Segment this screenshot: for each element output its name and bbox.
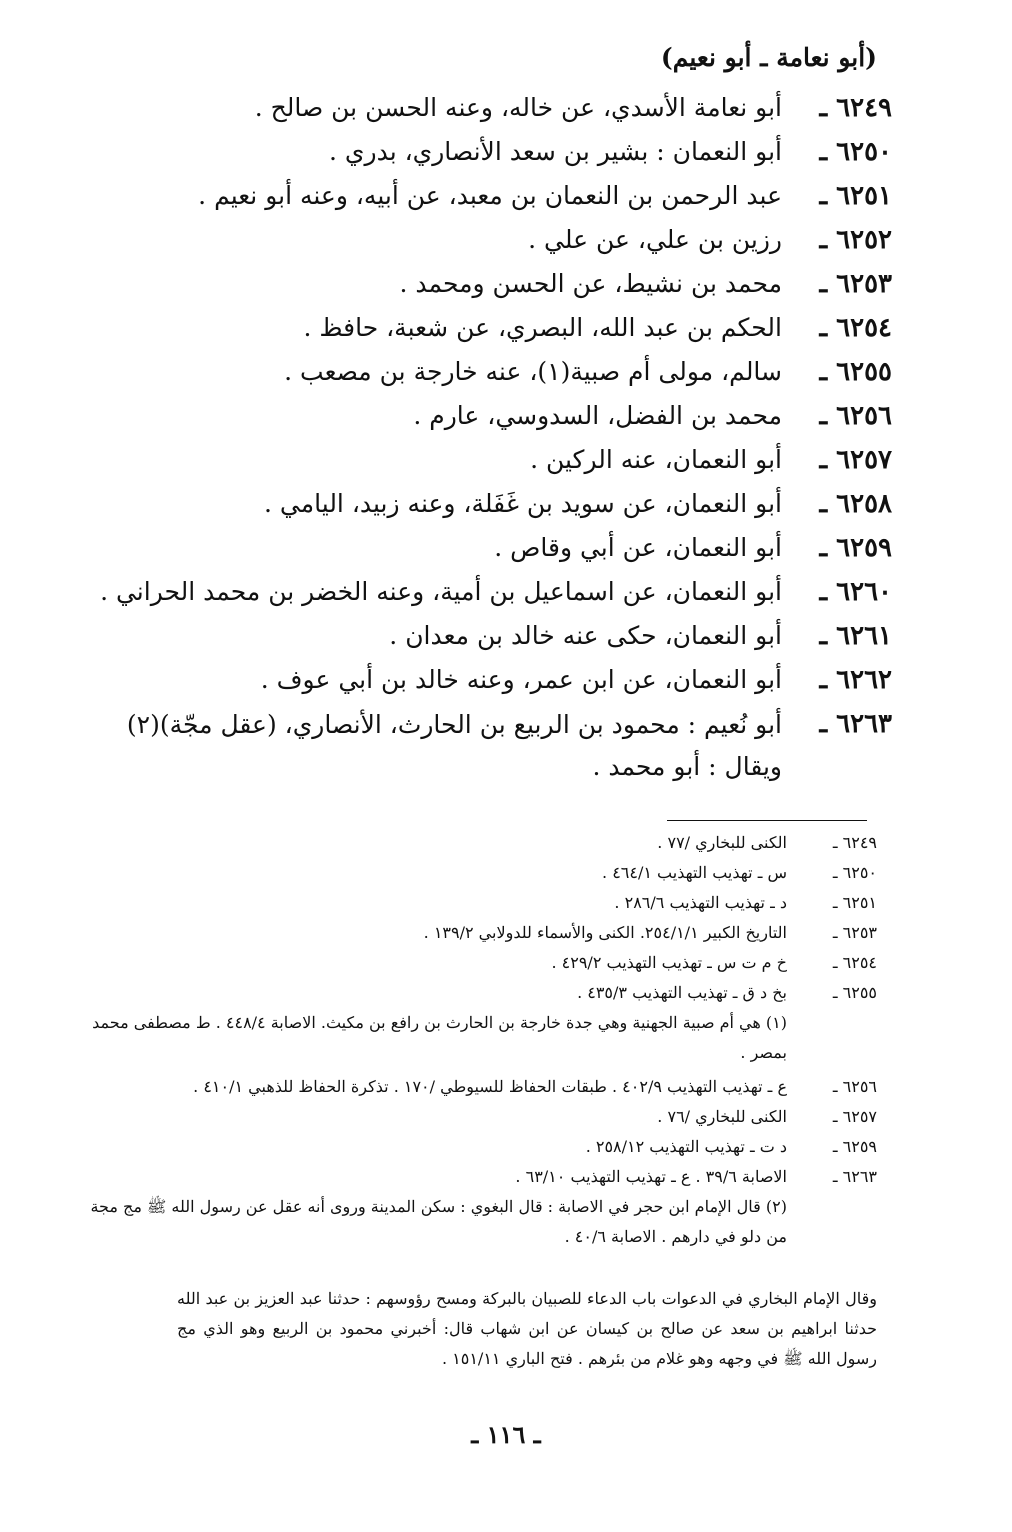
entry [92, 352, 892, 396]
entry [92, 440, 892, 484]
entry-number: ٦٢٦٠ ـ [819, 577, 892, 607]
entry-number: ٦٢٥٣ ـ [819, 269, 892, 299]
reference-number: ٦٢٥٥ ـ [832, 983, 877, 1002]
entry-number: ٦٢٥٠ ـ [819, 137, 892, 167]
entry-number: ٦٢٤٩ ـ [819, 93, 892, 123]
entry-number: ٦٢٥٦ ـ [819, 401, 892, 431]
reference-row [77, 1162, 877, 1192]
entry-text: الحكم بن عبد الله، البصري، عن شعبة، حافظ . [303, 313, 782, 342]
entry [92, 220, 892, 264]
entry [92, 264, 892, 308]
closing-paragraph: وقال الإمام البخاري في الدعوات باب الدعاء للصبيان بالبركة ومسح رؤوسهم : حدثنا عبد العزيز بن عبد الله حدثنا ابراهيم بن سعد عن صالح بن كيسان عن ابن شهاب قال: أخبرني محمود بن الربيع وهو الذي مج رسول الله ﷺ في وجهه وهو غلام من بئرهم . فتح الباري ١٥١/١١ . [177, 1289, 877, 1368]
entry [92, 528, 892, 572]
page-number: ـ ١١٦ ـ [471, 1420, 541, 1449]
entry-list [92, 88, 892, 792]
entry [92, 308, 892, 352]
entry [92, 660, 892, 704]
reference-row [77, 978, 877, 1008]
reference-number: ٦٢٤٩ ـ [832, 833, 877, 852]
entry-text: أبو النعمان، عن ابن عمر، وعنه خالد بن أبي عوف . [260, 665, 782, 694]
entry [92, 484, 892, 528]
reference-number: ٦٢٥٤ ـ [832, 953, 877, 972]
reference-row [77, 888, 877, 918]
reference-row [77, 828, 877, 858]
entry-text: رزين بن علي، عن علي . [528, 225, 782, 254]
entry-number: ٦٢٥٥ ـ [819, 357, 892, 387]
reference-text: س ـ تهذيب التهذيب ٤٦٤/١ . [602, 863, 787, 882]
reference-row [77, 918, 877, 948]
entry [92, 396, 892, 440]
entry [92, 572, 892, 616]
entry-text: سالم، مولى أم صبية(١)، عنه خارجة بن مصعب . [284, 357, 782, 386]
footnote-divider [667, 820, 867, 821]
reference-row [77, 1132, 877, 1162]
entry-text: أبو النعمان، حكى عنه خالد بن معدان . [389, 621, 782, 650]
footnote-1: (١) هي أم صبية الجهنية وهي جدة خارجة بن الحارث بن رافع بن مكيث. الاصابة ٤٤٨/٤ . ط مصطفى محمد بمصر . [92, 1013, 787, 1062]
entry-text: أبو النعمان، عن سويد بن غَفَلة، وعنه زبيد، اليامي . [264, 489, 782, 518]
entry-text: أبو النعمان، عنه الركين . [530, 445, 782, 474]
entry-text: أبو النعمان، عن أبي وقاص . [494, 533, 782, 562]
entry-number: ٦٢٦٣ ـ [819, 709, 892, 739]
reference-number: ٦٢٥٧ ـ [832, 1107, 877, 1126]
reference-text: د ـ تهذيب التهذيب ٢٨٦/٦ . [614, 893, 787, 912]
reference-number: ٦٢٥٣ ـ [832, 923, 877, 942]
reference-number: ٦٢٥٦ ـ [832, 1077, 877, 1096]
entry-text: أبو النعمان، عن اسماعيل بن أمية، وعنه الخضر بن محمد الحراني . [100, 577, 782, 606]
entry-text: محمد بن نشيط، عن الحسن ومحمد . [399, 269, 782, 298]
references-section [77, 828, 877, 1258]
reference-number: ٦٢٥٩ ـ [832, 1137, 877, 1156]
entry-number: ٦٢٥١ ـ [819, 181, 892, 211]
running-header: (أبو نعامة ـ أبو نعيم) [660, 43, 877, 72]
reference-row [77, 1072, 877, 1102]
reference-row [77, 1102, 877, 1132]
entry-number: ٦٢٦٢ ـ [819, 665, 892, 695]
reference-row [77, 948, 877, 978]
entry-number: ٦٢٥٤ ـ [819, 313, 892, 343]
reference-text: ع ـ تهذيب التهذيب ٤٠٢/٩ . طبقات الحفاظ للسيوطي /١٧٠ . تذكرة الحفاظ للذهبي ٤١٠/١ . [193, 1077, 787, 1096]
entry-number: ٦٢٥٧ ـ [819, 445, 892, 475]
reference-text: التاريخ الكبير ٢٥٤/١/١. الكنى والأسماء للدولابي ١٣٩/٢ . [423, 923, 787, 942]
reference-text: الكنى للبخاري /٧٦ . [657, 1107, 787, 1126]
footnote-2: (٢) قال الإمام ابن حجر في الاصابة : قال البغوي : سكن المدينة وروى أنه عقل عن رسول الله ﷺ مج مجة من دلو في دارهم . الاصابة ٤٠/٦ . [90, 1197, 787, 1246]
entry-number: ٦٢٥٩ ـ [819, 533, 892, 563]
reference-text: خ م ت س ـ تهذيب التهذيب ٤٢٩/٢ . [551, 953, 787, 972]
entry-text: عبد الرحمن بن النعمان بن معبد، عن أبيه، وعنه أبو نعيم . [198, 181, 782, 210]
reference-number: ٦٢٦٣ ـ [832, 1167, 877, 1186]
reference-text: د ت ـ تهذيب التهذيب ٢٥٨/١٢ . [585, 1137, 787, 1156]
entry-text: أبو النعمان : بشير بن سعد الأنصاري، بدري . [329, 137, 782, 166]
entry [92, 176, 892, 220]
entry [92, 132, 892, 176]
entry-text: أبو نعامة الأسدي، عن خاله، وعنه الحسن بن صالح . [254, 93, 782, 122]
entry [92, 704, 892, 792]
entry-number: ٦٢٥٢ ـ [819, 225, 892, 255]
reference-row [77, 858, 877, 888]
reference-text: الكنى للبخاري /٧٧ . [657, 833, 787, 852]
reference-number: ٦٢٥١ ـ [832, 893, 877, 912]
reference-text: بخ د ق ـ تهذيب التهذيب ٤٣٥/٣ . [577, 983, 787, 1002]
entry-text: محمد بن الفضل، السدوسي، عارم . [413, 401, 782, 430]
entry-number: ٦٢٥٨ ـ [819, 489, 892, 519]
entry [92, 616, 892, 660]
entry [92, 88, 892, 132]
reference-number: ٦٢٥٠ ـ [832, 863, 877, 882]
entry-number: ٦٢٦١ ـ [819, 621, 892, 651]
entry-text: أبو نُعيم : محمود بن الربيع بن الحارث، الأنصاري، (عقل مجّة)(٢) ويقال : أبو محمد . [126, 710, 782, 781]
reference-text: الاصابة ٣٩/٦ . ع ـ تهذيب التهذيب ٦٣/١٠ . [515, 1167, 787, 1186]
